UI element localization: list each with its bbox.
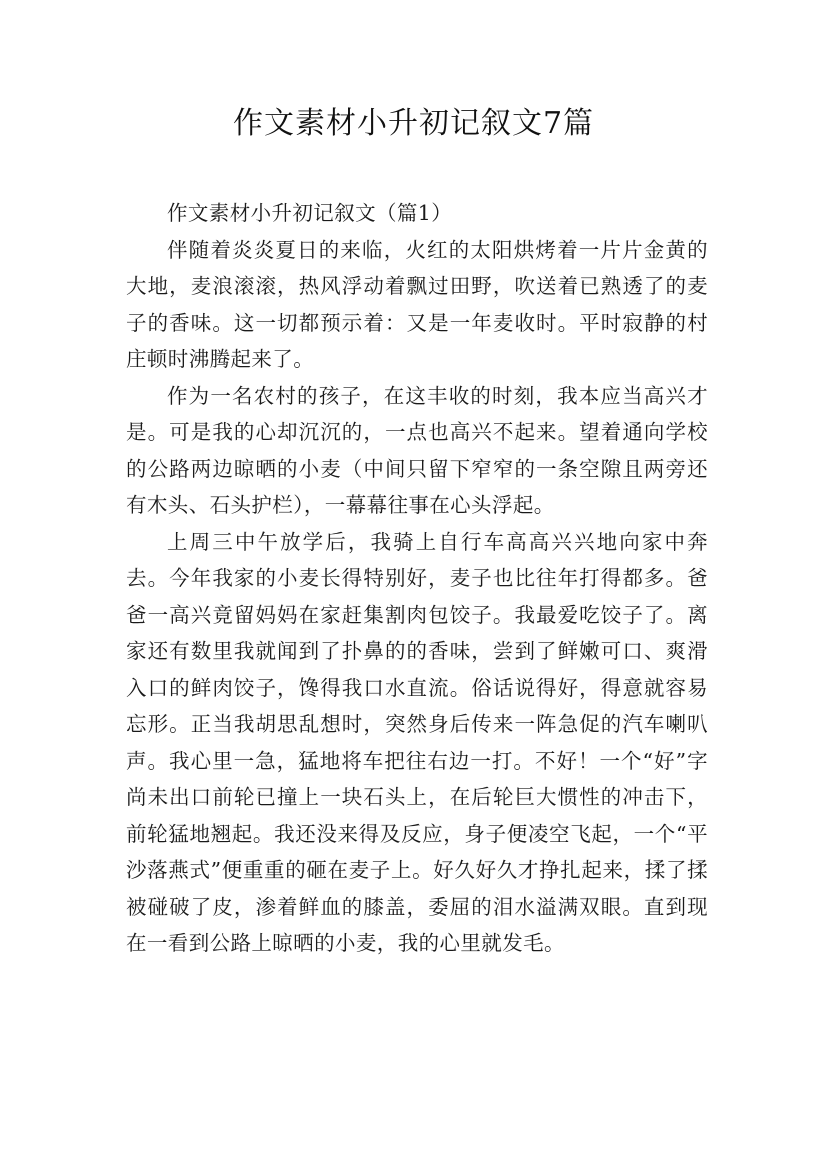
document-body — [126, 195, 708, 962]
section-heading: 作文素材小升初记叙文（篇1） — [167, 201, 453, 225]
paragraph-3: 上周三中午放学后，我骑上自行车高高兴兴地向家中奔去。今年我家的小麦长得特别好，麦子也比往年打得都多。爸爸一高兴竟留妈妈在家赶集割肉包饺子。我最爱吃饺子了。离家还有数里我就闻到了扑鼻的的香味，尝到了鲜嫩可口、爽滑入口的鲜肉饺子，馋得我口水直流。俗话说得好，得意就容易忘形。正当我胡思乱想时，突然身后传来一阵急促的汽车喇叭声。我心里一急，猛地将车把往右边一打。不好！一个“好”字尚未出口前轮已撞上一块石头上，在后轮巨大惯性的冲击下，前轮猛地翘起。我还没来得及反应，身子便凌空飞起，一个“平沙落燕式”便重重的砸在麦子上。好久好久才挣扎起来，揉了揉被碰破了皮，渗着鲜血的膝盖，委屈的泪水溢满双眼。直到现在一看到公路上晾晒的小麦，我的心里就发毛。 — [126, 529, 708, 955]
paragraph-1: 伴随着炎炎夏日的来临，火红的太阳烘烤着一片片金黄的大地，麦浪滚滚，热风浮动着飘过田野，吹送着已熟透了的麦子的香味。这一切都预示着：又是一年麦收时。平时寂静的村庄顿时沸腾起来了。 — [126, 237, 708, 371]
paragraph-2: 作为一名农村的孩子，在这丰收的时刻，我本应当高兴才是。可是我的心却沉沉的，一点也高兴不起来。望着通向学校的公路两边晾晒的小麦（中间只留下窄窄的一条空隙且两旁还有木头、石头护栏），一幕幕往事在心头浮起。 — [126, 383, 708, 517]
document-title: 作文素材小升初记叙文7篇 — [232, 106, 595, 141]
